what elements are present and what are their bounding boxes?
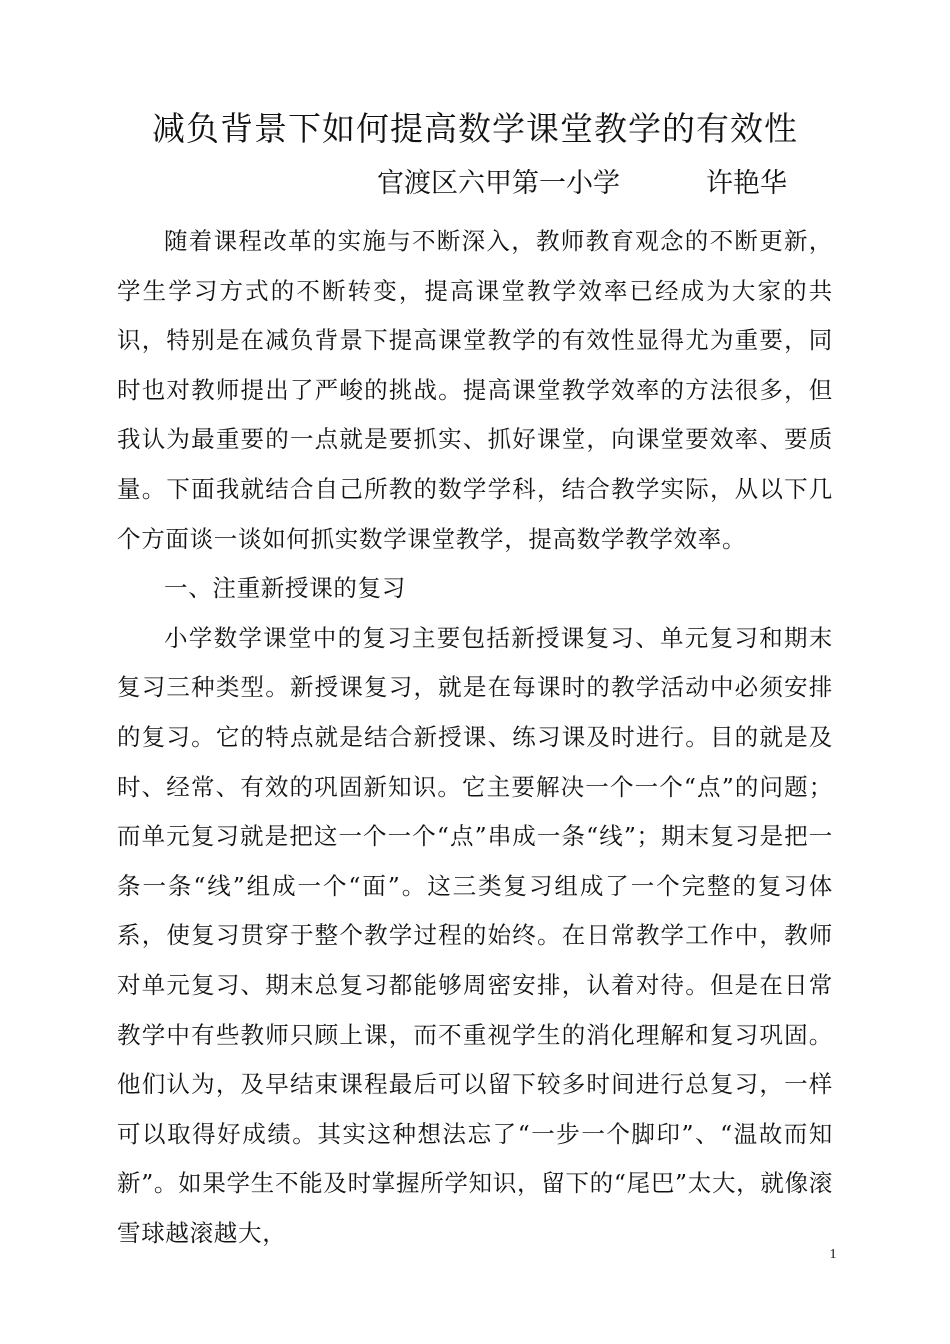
page-number: 1 [829,1247,837,1262]
section-heading: 一、注重新授课的复习 [164,574,406,603]
document-body [117,217,833,1258]
paragraph-intro: 随着课程改革的实施与不断深入，教师教育观念的不断更新，学生学习方式的不断转变，提高课堂教学效率已经成为大家的共识，特别是在减负背景下提高课堂教学的有效性显得尤为重要，同时也对教师提出了严峻的挑战。提高课堂教学效率的方法很多，但我认为最重要的一点就是要抓实、抓好课堂，向课堂要效率、要质量。下面我就结合自己所教的数学学科，结合教学实际，从以下几个方面谈一谈如何抓实数学课堂教学，提高数学教学效率。 [117,227,833,553]
paragraph-review: 小学数学课堂中的复习主要包括新授课复习、单元复习和期末复习三种类型。新授课复习，就是在每课时的教学活动中必须安排的复习。它的特点就是结合新授课、练习课及时进行。目的就是及时、经常、有效的巩固新知识。它主要解决一个一个“点”的问题；而单元复习就是把这一个一个“点”串成一条“线”；期末复习是把一条一条“线”组成一个“面”。这三类复习组成了一个完整的复习体系，使复习贯穿于整个教学过程的始终。在日常教学工作中，教师对单元复习、期末总复习都能够周密安排，认着对待。但是在日常教学中有些教师只顾上课，而不重视学生的消化理解和复习巩固。他们认为，及早结束课程最后可以留下较多时间进行总复习，一样可以取得好成绩。其实这种想法忘了“一步一个脚印”、“温故而知新”。如果学生不能及时掌握所学知识，留下的“尾巴”太大，就像滚雪球越滚越大， [117,623,833,1247]
school-name: 官渡区六甲第一小学 [377,168,620,199]
author-name: 许艳华 [706,168,787,199]
document-title: 减负背景下如何提高数学课堂教学的有效性 [152,109,798,148]
